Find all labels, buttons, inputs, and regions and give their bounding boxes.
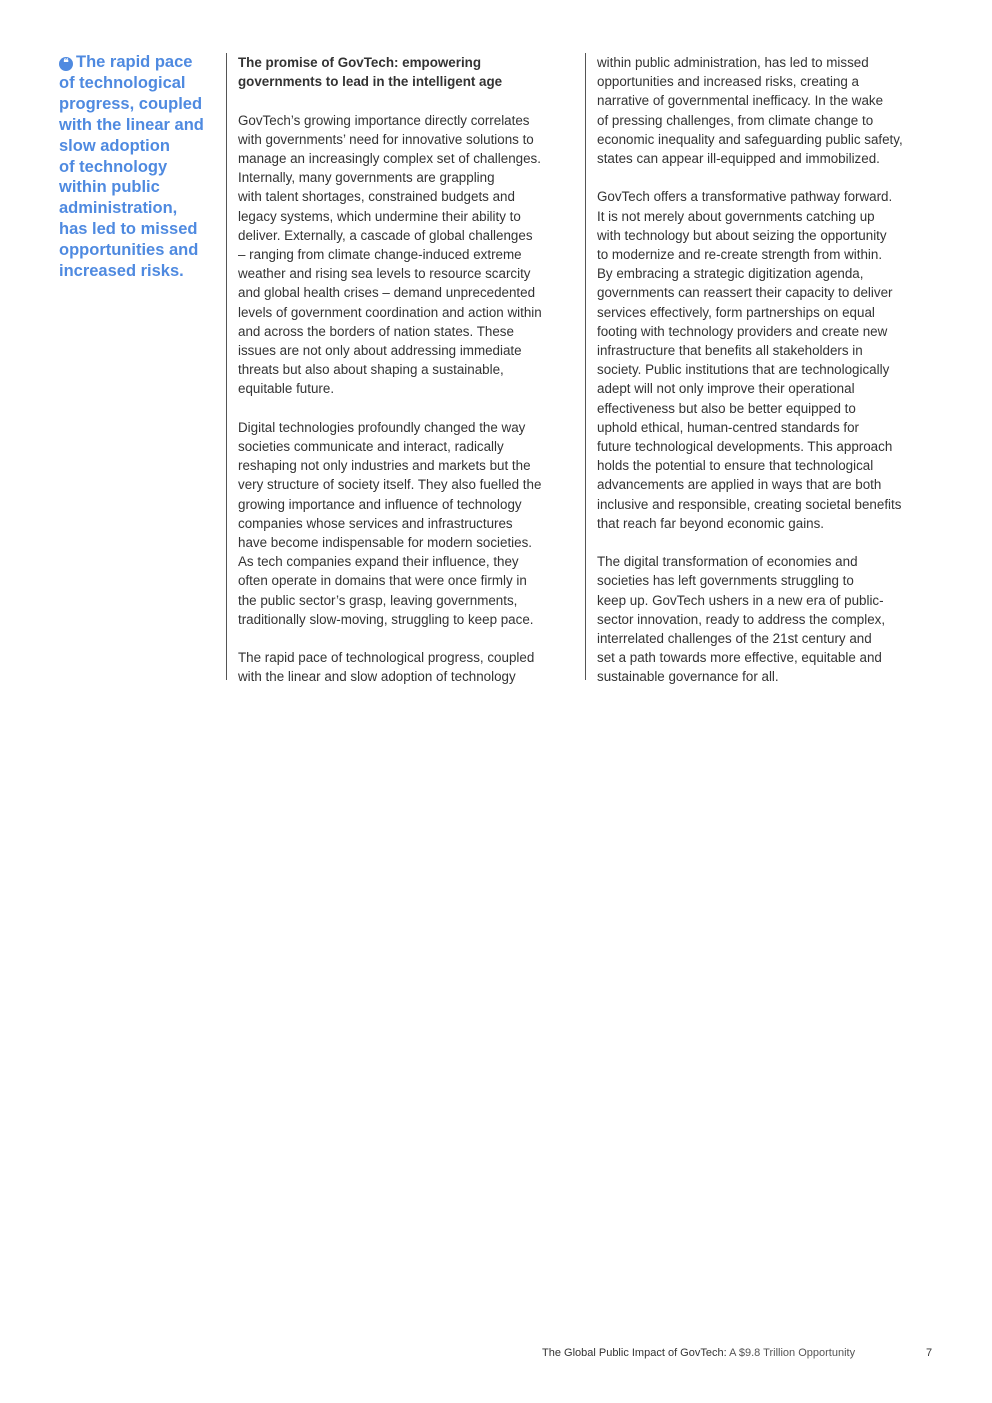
text-line: have become indispensable for modern societies. (238, 535, 533, 551)
text-line: keep up. GovTech ushers in a new era of public- (597, 592, 884, 608)
text-line: footing with technology providers and create new (597, 323, 888, 339)
paragraph (597, 552, 937, 686)
text-line: governments can reassert their capacity to deliver (597, 285, 893, 301)
heading-line: The promise of GovTech: empowering (238, 55, 482, 70)
text-line: As tech companies expand their influence, they (238, 554, 519, 570)
pull-quote-line (59, 157, 219, 178)
pull-quote-text: of technological (59, 73, 186, 92)
text-line: sector innovation, ready to address the complex, (597, 611, 886, 627)
text-line: effectiveness but also be better equipped to (597, 400, 856, 416)
pull-quote-line (59, 52, 219, 73)
text-line: infrastructure that benefits all stakeholders in (597, 343, 863, 359)
text-line: to modernize and re-create strength from within. (597, 247, 883, 263)
text-line: sustainable governance for all. (597, 669, 779, 685)
pull-quote-line (59, 73, 219, 94)
pull-quote-text: increased risks. (59, 262, 184, 281)
text-line: narrative of governmental inefficacy. In the wake (597, 93, 884, 109)
heading-line: governments to lead in the intelligent age (238, 74, 503, 90)
text-column-right (585, 53, 937, 685)
footer-subtitle: A $9.8 Trillion Opportunity (729, 1347, 856, 1359)
text-line: future technological developments. This approach (597, 439, 893, 455)
text-line: growing importance and influence of technology (238, 496, 522, 512)
text-line: with the linear and slow adoption of technology (238, 669, 516, 685)
pull-quote-text: The rapid pace (76, 53, 193, 71)
text-line: services effectively, form partnerships on equal (597, 304, 875, 320)
text-line: – ranging from climate change-induced extreme (238, 247, 522, 263)
text-line: economic inequality and safeguarding public safety, (597, 131, 903, 147)
page-number: 7 (926, 1347, 933, 1359)
footer-title-main: The Global Public Impact of GovTech: (542, 1347, 727, 1359)
text-line: Internally, many governments are grappling (238, 170, 495, 186)
text-line: societies has left governments struggling to (597, 573, 854, 589)
text-line: levels of government coordination and action within (238, 304, 542, 320)
text-line: opportunities and increased risks, creating a (597, 74, 860, 90)
pull-quote-text: has led to missed (59, 220, 198, 239)
section-heading (238, 53, 578, 91)
text-line: and across the borders of nation states. These (238, 323, 514, 339)
text-line: GovTech’s growing importance directly correlates (238, 112, 530, 128)
text-line: deliver. Externally, a cascade of global challenges (238, 227, 533, 243)
text-line: equitable future. (238, 381, 335, 397)
text-line: society. Public institutions that are technologically (597, 362, 890, 378)
text-line: weather and rising sea levels to resource scarcity (238, 266, 531, 282)
text-line: By embracing a strategic digitization agenda, (597, 266, 864, 282)
text-line: The digital transformation of economies and (597, 554, 858, 570)
text-line: advancements are applied in ways that are both (597, 477, 882, 493)
text-line: often operate in domains that were once firmly in (238, 573, 527, 589)
text-line: companies whose services and infrastructures (238, 515, 513, 531)
pull-quote-text: with the linear and (59, 115, 204, 134)
pull-quote-text: administration, (59, 199, 178, 218)
text-line: with technology but about seizing the opportunity (597, 227, 887, 243)
pull-quote-line (59, 219, 219, 240)
text-line: with governments’ need for innovative solutions to (238, 131, 534, 147)
pull-quote (59, 52, 219, 282)
pull-quote-text: of technology (59, 157, 168, 176)
pull-quote-line (59, 177, 219, 198)
text-line: interrelated challenges of the 21st century and (597, 631, 872, 647)
text-line: issues are not only about addressing immediate (238, 343, 522, 359)
footer-title (542, 1347, 855, 1359)
text-line: It is not merely about governments catching up (597, 208, 875, 224)
text-line: legacy systems, which undermine their ability to (238, 208, 521, 224)
pull-quote-text: slow adoption (59, 136, 170, 155)
paragraph (238, 111, 578, 399)
paragraph (238, 418, 578, 629)
text-line: holds the potential to ensure that technological (597, 458, 874, 474)
text-line: the public sector’s grasp, leaving governments, (238, 592, 518, 608)
text-line: societies communicate and interact, radically (238, 439, 504, 455)
pull-quote-line (59, 94, 219, 115)
quote-icon: ❝ (59, 57, 73, 71)
text-line: threats but also about shaping a sustainable, (238, 362, 504, 378)
text-line: very structure of society itself. They also fuelled the (238, 477, 542, 493)
pull-quote-text: progress, coupled (59, 94, 203, 113)
text-line: inclusive and responsible, creating societal benefits (597, 496, 902, 512)
text-line: with talent shortages, constrained budgets and (238, 189, 515, 205)
pull-quote-line (59, 198, 219, 219)
text-line: adept will not only improve their operational (597, 381, 855, 397)
text-line: manage an increasingly complex set of challenges. (238, 151, 541, 166)
text-column-left (226, 53, 578, 685)
paragraph (597, 53, 937, 168)
paragraph (238, 648, 578, 686)
text-line: Digital technologies profoundly changed the way (238, 419, 526, 435)
text-line: within public administration, has led to missed (597, 55, 869, 70)
pull-quote-line (59, 240, 219, 261)
pull-quote-text: within public (59, 178, 160, 197)
text-line: states can appear ill-equipped and immobilized. (597, 151, 880, 167)
pull-quote-line (59, 115, 219, 136)
text-line: The rapid pace of technological progress, coupled (238, 650, 535, 666)
text-line: and global health crises – demand unprecedented (238, 285, 536, 301)
text-line: traditionally slow-moving, struggling to keep pace. (238, 611, 534, 627)
text-line: set a path towards more effective, equitable and (597, 650, 882, 666)
text-line: GovTech offers a transformative pathway forward. (597, 189, 893, 205)
text-line: reshaping not only industries and markets but the (238, 458, 531, 474)
pull-quote-line (59, 136, 219, 157)
text-line: of pressing challenges, from climate change to (597, 112, 874, 128)
text-line: that reach far beyond economic gains. (597, 515, 825, 531)
paragraph (597, 187, 937, 533)
pull-quote-line (59, 261, 219, 282)
pull-quote-text: opportunities and (59, 241, 199, 260)
text-line: uphold ethical, human-centred standards for (597, 419, 860, 435)
